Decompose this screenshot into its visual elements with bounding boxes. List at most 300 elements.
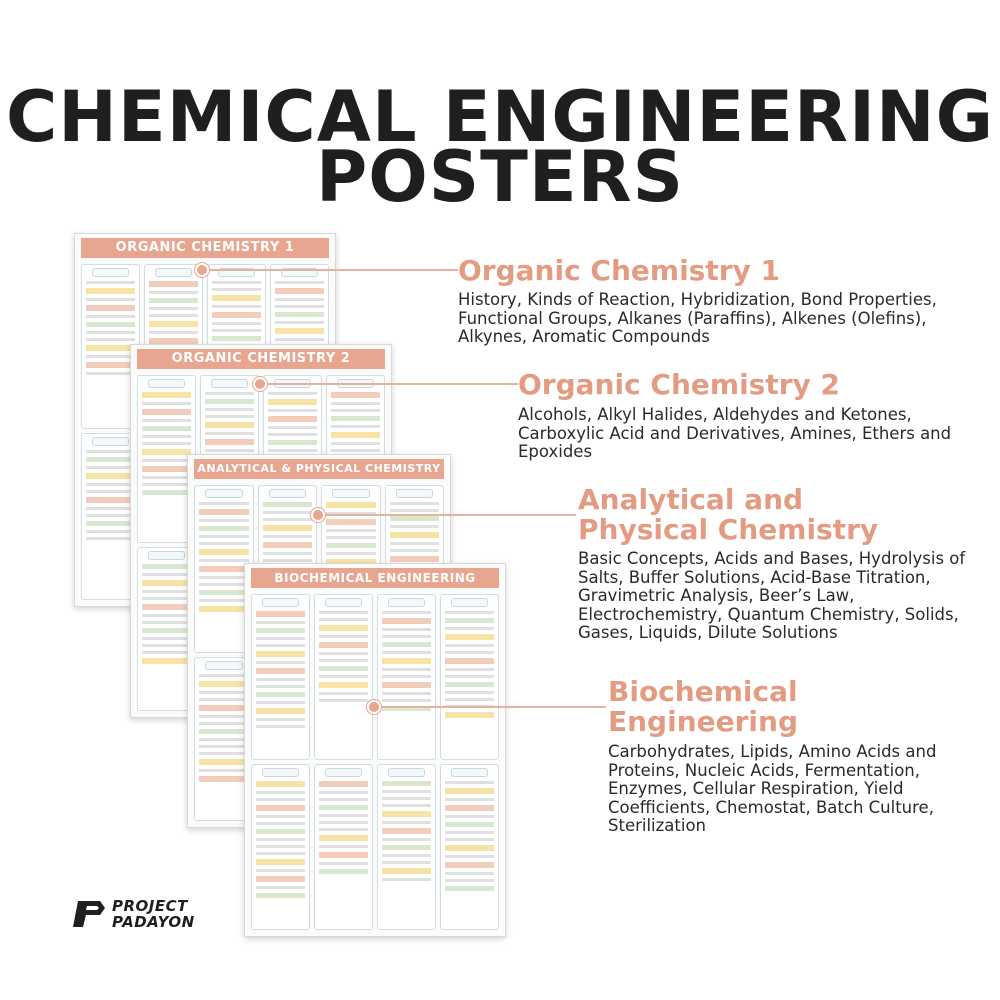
- poster-content-grid: [251, 594, 499, 930]
- block-text-line: [205, 415, 254, 418]
- block-text-line: [256, 781, 305, 787]
- block-text-line: [256, 637, 305, 640]
- block-text-line: [263, 559, 313, 562]
- block-text-line: [263, 552, 313, 555]
- block-text-line: [445, 805, 494, 811]
- block-text-line: [382, 635, 431, 638]
- block-text-line: [86, 298, 135, 301]
- block-text-line: [86, 281, 135, 284]
- block-text-line: [199, 526, 249, 531]
- block-text-line: [256, 838, 305, 841]
- block-text-line: [86, 490, 135, 493]
- block-text-line: [319, 666, 368, 671]
- block-text-line: [382, 651, 431, 654]
- block-text-line: [142, 466, 191, 472]
- block-text-line: [319, 625, 368, 631]
- block-text-line: [149, 281, 198, 287]
- block-text-line: [445, 788, 494, 794]
- block-text-line: [382, 692, 431, 695]
- block-text-line: [319, 791, 368, 794]
- poster-section-block: [314, 594, 373, 760]
- block-text-line: [256, 661, 305, 664]
- block-text-line: [382, 861, 431, 864]
- block-text-line: [149, 331, 198, 334]
- poster-section-block: [440, 594, 499, 760]
- block-header: [396, 489, 434, 498]
- block-text-line: [86, 322, 135, 327]
- section-title-organic-2: Organic Chemistry 2: [518, 368, 841, 401]
- block-text-line: [256, 845, 305, 848]
- block-text-line: [142, 644, 191, 647]
- block-text-line: [445, 838, 494, 841]
- block-text-line: [382, 804, 431, 807]
- block-text-line: [86, 473, 135, 479]
- block-text-line: [86, 362, 135, 368]
- block-text-line: [445, 879, 494, 882]
- block-text-line: [319, 618, 368, 621]
- block-text-line: [256, 859, 305, 865]
- block-text-line: [331, 442, 380, 445]
- block-text-line: [212, 288, 261, 291]
- block-text-line: [142, 476, 191, 479]
- block-text-line: [199, 590, 249, 595]
- block-text-line: [382, 878, 431, 881]
- block-text-line: [199, 759, 249, 765]
- block-text-line: [142, 442, 191, 445]
- block-text-line: [86, 288, 135, 294]
- block-text-line: [199, 502, 249, 505]
- block-text-line: [326, 536, 376, 539]
- section-title-biochem-line2: Engineering: [608, 705, 798, 738]
- block-text-line: [382, 699, 431, 702]
- block-text-line: [275, 281, 324, 284]
- block-text-line: [382, 838, 431, 841]
- poster-section-block: [314, 764, 373, 930]
- block-header: [325, 598, 362, 607]
- block-text-line: [256, 628, 305, 633]
- block-text-line: [199, 745, 249, 748]
- block-text-line: [326, 519, 376, 525]
- block-text-line: [256, 822, 305, 825]
- block-text-line: [382, 811, 431, 817]
- block-text-line: [212, 281, 261, 284]
- block-text-line: [390, 556, 440, 562]
- block-text-line: [390, 502, 440, 505]
- block-text-line: [263, 502, 313, 507]
- block-text-line: [86, 355, 135, 358]
- block-text-line: [331, 416, 380, 421]
- block-text-line: [142, 490, 191, 495]
- block-text-line: [319, 635, 368, 638]
- block-header: [211, 379, 248, 388]
- block-text-line: [275, 288, 324, 294]
- connector-line-1: [202, 269, 458, 271]
- block-header: [92, 268, 129, 277]
- block-text-line: [319, 835, 368, 841]
- block-text-line: [199, 729, 249, 734]
- block-text-line: [319, 659, 368, 662]
- block-text-line: [142, 604, 191, 610]
- block-text-line: [263, 525, 313, 531]
- block-text-line: [86, 331, 135, 334]
- block-text-line: [205, 449, 254, 452]
- block-text-line: [142, 580, 191, 586]
- connector-dot-2: [253, 377, 267, 391]
- block-text-line: [382, 682, 431, 688]
- block-text-line: [256, 611, 305, 617]
- section-title-organic-1: Organic Chemistry 1: [458, 254, 781, 287]
- poster-section-block: [440, 764, 499, 930]
- block-text-line: [445, 698, 494, 701]
- block-text-line: [199, 776, 249, 782]
- block-text-line: [256, 621, 305, 624]
- block-text-line: [142, 573, 191, 576]
- block-text-line: [390, 525, 440, 528]
- block-text-line: [275, 305, 324, 308]
- block-text-line: [256, 791, 305, 794]
- block-text-line: [382, 628, 431, 631]
- poster-banner: ORGANIC CHEMISTRY 2: [137, 349, 385, 369]
- block-text-line: [331, 409, 380, 412]
- block-text-line: [199, 674, 249, 677]
- block-text-line: [319, 805, 368, 810]
- block-text-line: [256, 692, 305, 697]
- section-title-biochem-line1: Biochemical: [608, 675, 798, 708]
- block-text-line: [331, 432, 380, 438]
- block-text-line: [142, 651, 191, 654]
- page-title-line1: CHEMICAL ENGINEERING: [5, 76, 995, 158]
- poster-biochemical-engineering[interactable]: [244, 563, 506, 937]
- block-text-line: [275, 312, 324, 317]
- block-text-line: [199, 698, 249, 701]
- block-text-line: [199, 738, 249, 741]
- block-text-line: [268, 440, 317, 445]
- block-text-line: [268, 416, 317, 422]
- block-header: [148, 551, 185, 560]
- block-header: [155, 268, 192, 277]
- poster-section-block: [377, 764, 436, 930]
- block-text-line: [256, 685, 305, 688]
- block-text-line: [199, 583, 249, 586]
- block-text-line: [445, 634, 494, 640]
- block-text-line: [263, 511, 313, 514]
- block-header: [205, 661, 243, 670]
- block-text-line: [212, 329, 261, 332]
- block-header: [205, 489, 243, 498]
- block-text-line: [142, 459, 191, 462]
- block-text-line: [445, 644, 494, 647]
- block-text-line: [142, 409, 191, 415]
- block-text-line: [256, 805, 305, 811]
- block-text-line: [199, 559, 249, 562]
- block-header: [325, 768, 362, 777]
- block-header: [388, 768, 425, 777]
- block-header: [388, 598, 425, 607]
- block-text-line: [268, 409, 317, 412]
- block-text-line: [319, 862, 368, 865]
- block-text-line: [382, 642, 431, 647]
- block-text-line: [149, 314, 198, 317]
- block-text-line: [319, 798, 368, 801]
- block-text-line: [445, 855, 494, 858]
- block-text-line: [149, 298, 198, 303]
- block-text-line: [256, 678, 305, 681]
- block-text-line: [319, 692, 368, 695]
- block-text-line: [445, 691, 494, 694]
- section-desc-analytical: Basic Concepts, Acids and Bases, Hydrolysis of Salts, Buffer Solutions, Acid-Base Titration, Gravimetric Analysis, Beer’s Law, Electrochemistry, Quantum Chemistry, Solids, Gases, Liquids, Dilute Solutions: [578, 549, 966, 642]
- section-desc-biochem: Carbohydrates, Lipids, Amino Acids and Proteins, Nucleic Acids, Fermentation, Enzymes, Cellular Respiration, Yield Coefficients, Chemostat, Batch Culture, Sterilization: [608, 742, 937, 835]
- block-text-line: [256, 708, 305, 714]
- block-text-line: [199, 606, 249, 612]
- block-text-line: [256, 876, 305, 882]
- poster-banner: ORGANIC CHEMISTRY 1: [81, 238, 329, 258]
- block-text-line: [256, 798, 305, 801]
- block-header: [262, 598, 299, 607]
- block-text-line: [142, 658, 191, 664]
- block-text-line: [326, 502, 376, 508]
- connector-line-4: [374, 706, 606, 708]
- block-text-line: [445, 822, 494, 827]
- block-text-line: [319, 682, 368, 688]
- section-title-analytical-line1: Analytical and: [578, 483, 804, 516]
- poster-section-block: [377, 594, 436, 760]
- block-text-line: [149, 321, 198, 327]
- connector-line-3: [318, 514, 576, 516]
- block-text-line: [319, 699, 368, 702]
- block-text-line: [142, 590, 191, 593]
- block-text-line: [319, 828, 368, 831]
- block-text-line: [382, 675, 431, 678]
- block-text-line: [86, 537, 135, 540]
- poster-section-block: [251, 764, 310, 930]
- padayon-logo-icon: [72, 899, 106, 929]
- block-text-line: [149, 307, 198, 310]
- block-text-line: [256, 829, 305, 834]
- block-text-line: [212, 305, 261, 308]
- block-text-line: [142, 614, 191, 617]
- connector-line-2: [260, 383, 518, 385]
- block-text-line: [256, 651, 305, 657]
- block-text-line: [86, 497, 135, 503]
- block-text-line: [86, 530, 135, 533]
- block-text-line: [86, 305, 135, 311]
- connector-dot-4: [367, 700, 381, 714]
- block-text-line: [445, 845, 494, 851]
- block-text-line: [319, 814, 368, 817]
- block-text-line: [199, 705, 249, 711]
- block-text-line: [319, 845, 368, 848]
- block-text-line: [86, 450, 135, 453]
- block-text-line: [199, 691, 249, 694]
- block-text-line: [142, 483, 191, 486]
- block-text-line: [445, 682, 494, 687]
- section-title-analytical-line2: Physical Chemistry: [578, 513, 879, 546]
- block-text-line: [268, 392, 317, 395]
- block-text-line: [445, 815, 494, 818]
- block-text-line: [326, 543, 376, 548]
- block-text-line: [199, 722, 249, 725]
- block-text-line: [199, 715, 249, 718]
- block-text-line: [256, 701, 305, 704]
- block-text-line: [86, 514, 135, 517]
- block-text-line: [205, 408, 254, 411]
- logo-text-line2: PADAYON: [112, 913, 195, 931]
- block-text-line: [319, 869, 368, 874]
- block-text-line: [445, 627, 494, 630]
- block-text-line: [319, 652, 368, 655]
- block-text-line: [256, 718, 305, 721]
- block-text-line: [142, 597, 191, 600]
- block-text-line: [86, 372, 135, 375]
- block-text-line: [319, 675, 368, 678]
- block-text-line: [326, 552, 376, 555]
- block-text-line: [205, 432, 254, 435]
- block-text-line: [256, 852, 305, 855]
- block-text-line: [275, 298, 324, 301]
- block-text-line: [205, 422, 254, 428]
- logo-text-line1: PROJECT: [112, 897, 188, 915]
- block-header: [332, 489, 370, 498]
- block-text-line: [212, 295, 261, 301]
- block-text-line: [319, 642, 368, 648]
- block-text-line: [331, 402, 380, 405]
- block-text-line: [199, 519, 249, 522]
- poster-section-block: [251, 594, 310, 760]
- block-text-line: [382, 618, 431, 624]
- block-text-line: [268, 449, 317, 452]
- block-text-line: [142, 435, 191, 438]
- block-text-line: [256, 815, 305, 818]
- block-text-line: [86, 338, 135, 341]
- block-text-line: [256, 644, 305, 647]
- block-text-line: [86, 507, 135, 510]
- block-text-line: [256, 893, 305, 898]
- block-text-line: [199, 769, 249, 772]
- block-text-line: [445, 611, 494, 614]
- block-text-line: [268, 433, 317, 436]
- block-text-line: [445, 675, 494, 678]
- block-text-line: [142, 426, 191, 431]
- block-header: [451, 768, 488, 777]
- project-padayon-logo: [72, 895, 222, 935]
- block-text-line: [382, 797, 431, 800]
- block-text-line: [205, 392, 254, 395]
- block-text-line: [445, 651, 494, 654]
- section-desc-organic-1: History, Kinds of Reaction, Hybridization, Bond Properties, Functional Groups, Alkanes (Paraffins), Alkenes (Olefins), Alkynes, Aromatic Compounds: [458, 290, 937, 346]
- block-text-line: [199, 549, 249, 555]
- block-text-line: [256, 886, 305, 889]
- block-text-line: [199, 576, 249, 579]
- block-text-line: [142, 402, 191, 405]
- block-text-line: [382, 828, 431, 834]
- page-title-line2: POSTERS: [315, 136, 685, 218]
- block-text-line: [382, 658, 431, 664]
- block-header: [269, 489, 307, 498]
- block-text-line: [263, 518, 313, 521]
- block-text-line: [319, 781, 368, 787]
- block-text-line: [268, 399, 317, 405]
- block-header: [262, 768, 299, 777]
- connector-dot-3: [311, 508, 325, 522]
- block-text-line: [263, 535, 313, 538]
- block-text-line: [382, 790, 431, 793]
- block-text-line: [142, 449, 191, 455]
- block-text-line: [275, 328, 324, 334]
- block-text-line: [263, 542, 313, 548]
- block-text-line: [199, 752, 249, 755]
- block-text-line: [445, 798, 494, 801]
- block-text-line: [212, 312, 261, 318]
- connector-dot-1: [195, 263, 209, 277]
- block-text-line: [256, 668, 305, 674]
- block-text-line: [319, 852, 368, 858]
- block-text-line: [445, 872, 494, 875]
- block-text-line: [142, 628, 191, 633]
- block-text-line: [382, 781, 431, 786]
- block-text-line: [86, 466, 135, 469]
- block-text-line: [212, 322, 261, 325]
- block-text-line: [256, 725, 305, 728]
- block-text-line: [390, 516, 440, 521]
- block-text-line: [205, 439, 254, 445]
- block-text-line: [445, 831, 494, 834]
- block-text-line: [256, 869, 305, 872]
- block-text-line: [390, 542, 440, 545]
- block-text-line: [445, 658, 494, 664]
- block-text-line: [445, 781, 494, 784]
- block-text-line: [319, 611, 368, 614]
- block-text-line: [445, 886, 494, 891]
- block-text-line: [268, 426, 317, 429]
- block-text-line: [275, 338, 324, 341]
- block-text-line: [142, 621, 191, 624]
- block-text-line: [86, 521, 135, 526]
- block-header: [148, 379, 185, 388]
- block-text-line: [331, 425, 380, 428]
- block-text-line: [86, 483, 135, 486]
- block-text-line: [382, 868, 431, 874]
- block-text-line: [275, 321, 324, 324]
- block-header: [92, 437, 129, 446]
- block-text-line: [326, 529, 376, 532]
- block-text-line: [382, 821, 431, 824]
- block-text-line: [445, 712, 494, 718]
- block-text-line: [149, 291, 198, 294]
- block-text-line: [142, 564, 191, 569]
- poster-banner: ANALYTICAL & PHYSICAL CHEMISTRY: [194, 459, 444, 479]
- block-text-line: [319, 821, 368, 824]
- block-text-line: [199, 566, 249, 572]
- block-text-line: [390, 532, 440, 538]
- block-text-line: [199, 535, 249, 538]
- block-text-line: [382, 845, 431, 850]
- block-text-line: [86, 457, 135, 462]
- block-text-line: [390, 549, 440, 552]
- block-text-line: [212, 336, 261, 341]
- block-text-line: [199, 509, 249, 515]
- block-text-line: [142, 392, 191, 398]
- block-text-line: [382, 668, 431, 671]
- block-text-line: [86, 315, 135, 318]
- block-text-line: [199, 542, 249, 545]
- block-text-line: [445, 618, 494, 623]
- block-text-line: [382, 854, 431, 857]
- block-text-line: [199, 681, 249, 687]
- block-text-line: [331, 449, 380, 452]
- block-text-line: [382, 611, 431, 614]
- block-text-line: [142, 637, 191, 640]
- block-text-line: [445, 862, 494, 868]
